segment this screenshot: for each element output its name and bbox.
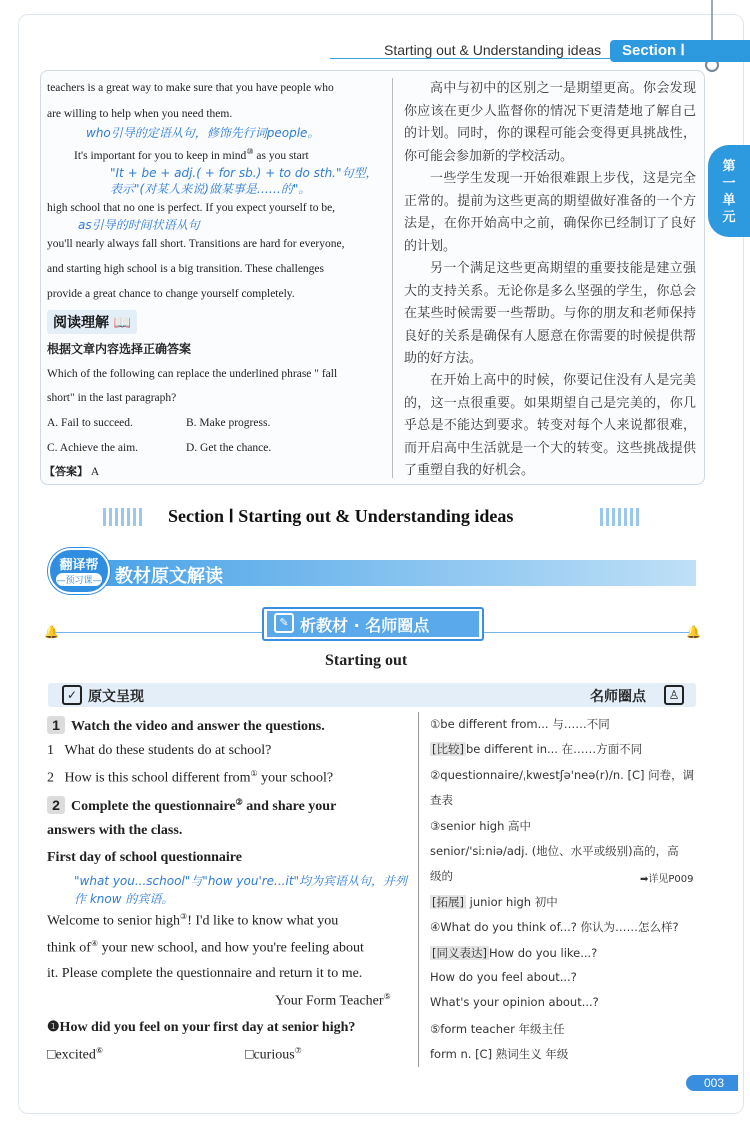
instruction: 根据文章内容选择正确答案 [47, 342, 192, 356]
option-curious[interactable]: □curious⑦ [245, 1046, 302, 1063]
bell-icon: 🔔 [686, 625, 701, 639]
teacher-icon: ♙ [664, 685, 684, 705]
chinese-paragraph: 另一个满足这些更高期望的重要技能是建立强大的支持关系。无论你是多么坚强的学生，你总会在某些时候需要一些帮助。与你的朋友和老师保持良好的关系是确保有人愿意在你需要的时候提供帮助的好方法。 [404, 261, 696, 366]
section-tab: Section Ⅰ [610, 40, 750, 62]
english-line: high school that no one is perfect. If you expect yourself to be, [47, 202, 336, 214]
letter-line: Welcome to senior high③! I'd like to know what you [47, 912, 339, 929]
annotation-as-clause: as引导的时间状语从句 [78, 218, 200, 232]
badge-subtitle: —预习课— [56, 573, 102, 586]
annotation-object-clause: 作 know 的宾语。 [74, 892, 174, 906]
note: [拓展] junior high 初中 [432, 895, 558, 909]
banner-title: 教材原文解读 [115, 566, 223, 587]
note: ①be different from... 与……不同 [430, 717, 610, 731]
chinese-paragraph: 一些学生发现一开始很难跟上步伐，这是完全正常的。提前为这些更高的期望做好准备的一个方法是，在你开始高中之前，确保你已经制订了良好的计划。 [404, 171, 696, 254]
running-title: Starting out & Understanding ideas [384, 42, 602, 58]
option-b: B. Make progress. [186, 417, 271, 429]
option-a: A. Fail to succeed. [47, 417, 133, 429]
annotation-object-clause: "what you...school"与"how you're...it"均为宾语从句，并列 [74, 874, 408, 888]
original-text-title: 原文呈现 [88, 689, 144, 705]
header-rule [330, 58, 610, 59]
sub-title: Starting out [325, 652, 408, 669]
column-divider [392, 78, 393, 478]
english-line: It's important for you to keep in mind⑩ as you start [74, 147, 309, 162]
column-divider [418, 712, 419, 1067]
analysis-title: 析教材 · 名师圈点 [300, 616, 430, 635]
note: form n. [C] 熟词生义 年级 [430, 1047, 569, 1061]
letter-line: think of④ your new school, and how you're feeling about [47, 939, 364, 956]
chinese-paragraph: 高中与初中的区别之一是期望更高。你会发现你应该在更少人监督你的情况下更清楚地了解自己的计划。同时，你的课程可能会变得更具挑战性，你可能会参加新的学校活动。 [404, 81, 696, 164]
note: [比较] be different in... 在……方面不同 [432, 742, 643, 756]
section-heading: Section Ⅰ Starting out & Understanding ideas [168, 506, 514, 526]
note: 级的 [430, 869, 453, 883]
note: ②questionnaire/ˌkwestʃə'neə(r)/n. [C] 问卷，调 [430, 768, 695, 782]
note: 查表 [430, 793, 453, 807]
task-1: 1 Watch the video and answer the questions. [47, 716, 325, 735]
decorative-bars [600, 508, 642, 530]
annotation-sentence-pattern: "It + be + adj.( + for sb.) + to do sth."句型， [110, 166, 378, 180]
annotation-sentence-meaning: 表示"(对某人来说)做某事是……的"。 [110, 182, 311, 196]
option-c: C. Achieve the aim. [47, 442, 139, 454]
english-line: teachers is a great way to make sure that you have people who [47, 82, 334, 94]
note: [同义表达] How do you like...? [432, 946, 598, 960]
note: senior/'siːniə/adj. (地位、水平或级别)高的，高 [430, 844, 679, 858]
checklist-icon: ✓ [62, 685, 82, 705]
note: ③senior high 高中 [430, 819, 532, 833]
unit-side-tab-label: 第 一 单 元 [722, 159, 736, 225]
bell-icon: 🔔 [44, 625, 59, 639]
badge-title: 翻译帮 [59, 558, 99, 573]
question-2: 2 How is this school different from① your school? [47, 769, 334, 786]
questionnaire-question-1: ❶How did you feel on your first day at senior high? [47, 1020, 356, 1035]
page-number: 003 [686, 1075, 738, 1091]
task-2-cont: answers with the class. [47, 823, 183, 838]
letter-line: it. Please complete the questionnaire and return it to me. [47, 966, 363, 981]
english-line: and starting high school is a big transition. These challenges [47, 263, 325, 275]
questionnaire-title: First day of school questionnaire [47, 850, 242, 865]
see-page-link[interactable]: ➡详见P009 [640, 874, 694, 885]
notebook-icon: ✎ [274, 613, 294, 633]
english-line: are willing to help when you need them. [47, 108, 233, 120]
note: What's your opinion about...? [430, 995, 599, 1009]
question-1: 1 What do these students do at school? [47, 743, 272, 758]
chinese-paragraph: 在开始上高中的时候，你要记住没有人是完美的，这一点很重要。如果期望自己是完美的，你几乎总是不能达到要求。转变对每个人来说都很难，而开启高中生活就是一个大的转变。这些挑战提供了重塑自我的好机会。 [404, 373, 696, 478]
annotation-who-clause: who引导的定语从句，修饰先行词people。 [86, 126, 320, 140]
option-d: D. Get the chance. [186, 442, 272, 454]
teacher-notes-title: 名师圈点 [590, 689, 646, 705]
option-excited[interactable]: □excited⑥ [47, 1046, 104, 1063]
note: ⑤form teacher 年级主任 [430, 1022, 565, 1036]
question-line: Which of the following can replace the underlined phrase " fall [47, 368, 338, 380]
comprehension-heading: 阅读理解 📖 [47, 310, 137, 334]
task-2: 2 Complete the questionnaire② and share your [47, 796, 336, 815]
note: How do you feel about...? [430, 970, 577, 984]
answer: 【答案】 A [44, 465, 100, 478]
question-line: short" in the last paragraph? [47, 392, 177, 404]
decorative-bars [103, 508, 145, 530]
letter-signature: Your Form Teacher⑤ [275, 992, 391, 1009]
english-line: provide a great chance to change yourself completely. [47, 288, 295, 300]
note: ④What do you think of...? 你认为……怎么样? [430, 920, 679, 934]
english-line: you'll nearly always fall short. Transitions are hard for everyone, [47, 238, 345, 250]
book-icon: 📖 [113, 315, 132, 331]
